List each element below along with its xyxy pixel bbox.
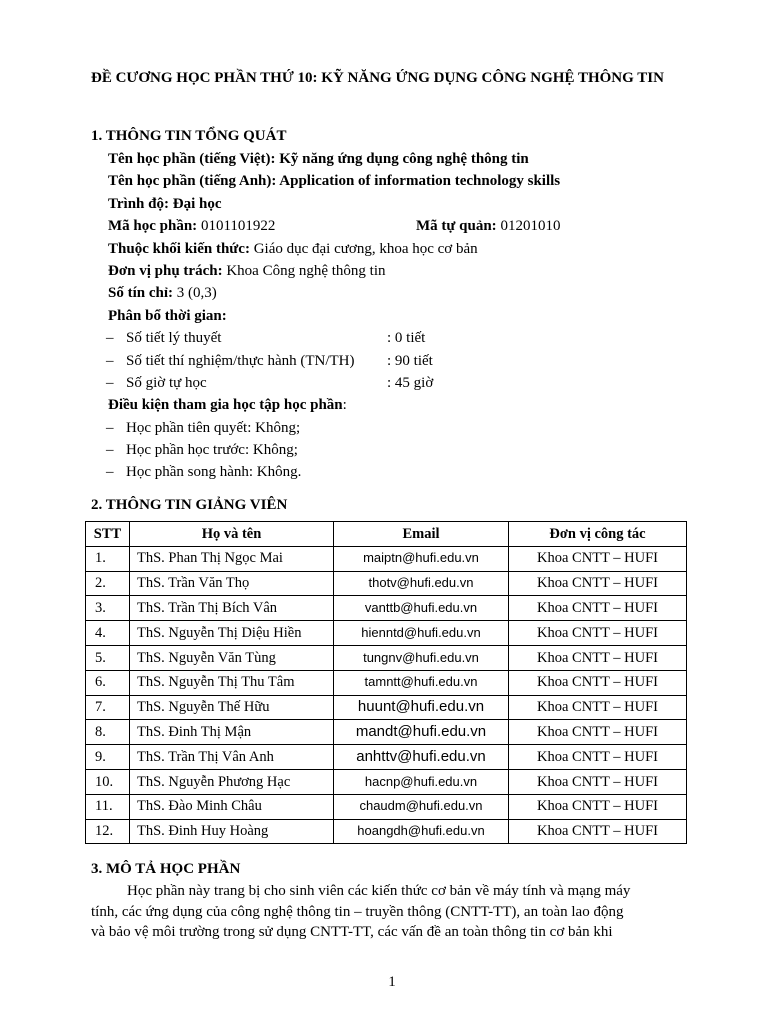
lecturer-unit: Khoa CNTT – HUFI bbox=[509, 546, 687, 571]
lecturer-email: hacnp@hufi.edu.vn bbox=[334, 769, 509, 794]
lecturer-email: chaudm@hufi.edu.vn bbox=[334, 794, 509, 819]
lecturer-email: thotv@hufi.edu.vn bbox=[334, 571, 509, 596]
time-item bbox=[108, 350, 708, 372]
lecturer-unit: Khoa CNTT – HUFI bbox=[509, 645, 687, 670]
lecturer-email: hienntd@hufi.edu.vn bbox=[334, 621, 509, 646]
credits-label: Số tín chỉ: bbox=[108, 285, 174, 302]
table-row bbox=[86, 571, 687, 596]
condition-text: Học phần tiên quyết: Không; bbox=[126, 419, 301, 436]
section-3-heading: 3. MÔ TẢ HỌC PHẦN bbox=[91, 861, 241, 877]
self-code bbox=[416, 215, 560, 237]
lecturer-name: ThS. Đào Minh Châu bbox=[130, 794, 334, 819]
dash-bullet: – bbox=[106, 374, 114, 391]
lecturer-email: hoangdh@hufi.edu.vn bbox=[334, 819, 509, 844]
row-stt: 2. bbox=[86, 571, 130, 596]
lecturer-name: ThS. Trần Văn Thọ bbox=[130, 571, 334, 596]
lecturer-name: ThS. Nguyễn Văn Tùng bbox=[130, 645, 334, 670]
time-item-value: : 90 tiết bbox=[387, 352, 433, 369]
course-code-line bbox=[108, 215, 708, 237]
table-header-row bbox=[86, 522, 687, 547]
course-name-en: Tên học phần (tiếng Anh): Application of information technology skills bbox=[108, 173, 561, 190]
time-item-value: : 0 tiết bbox=[387, 330, 426, 347]
conditions-heading-line bbox=[108, 394, 708, 416]
lecturer-unit: Khoa CNTT – HUFI bbox=[509, 794, 687, 819]
lecturer-name: ThS. Nguyễn Phương Hạc bbox=[130, 769, 334, 794]
dash-bullet: – bbox=[106, 442, 114, 459]
dash-bullet: – bbox=[106, 330, 114, 347]
course-code-value: 0101101922 bbox=[197, 218, 276, 235]
column-header-unit: Đơn vị công tác bbox=[509, 522, 687, 547]
lecturer-name: ThS. Nguyễn Thế Hữu bbox=[130, 695, 334, 720]
column-header-email: Email bbox=[334, 522, 509, 547]
row-stt: 8. bbox=[86, 720, 130, 745]
description-line: và bảo vệ môi trường trong sử dụng CNTT-TT, các vấn đề an toàn thông tin cơ bản khi bbox=[91, 924, 613, 940]
condition-item bbox=[108, 417, 708, 439]
column-header-name: Họ và tên bbox=[130, 522, 334, 547]
lecturer-table bbox=[85, 521, 687, 844]
lecturer-unit: Khoa CNTT – HUFI bbox=[509, 745, 687, 770]
knowledge-value: Giáo dục đại cương, khoa học cơ bản bbox=[249, 240, 478, 257]
responsible-unit-line bbox=[108, 260, 708, 282]
lecturer-unit: Khoa CNTT – HUFI bbox=[509, 695, 687, 720]
table-row bbox=[86, 596, 687, 621]
lecturer-email: tamntt@hufi.edu.vn bbox=[334, 670, 509, 695]
lecturer-email: anhttv@hufi.edu.vn bbox=[334, 745, 509, 770]
lecturer-email: mandt@hufi.edu.vn bbox=[334, 720, 509, 745]
section-1-heading: 1. THÔNG TIN TỔNG QUÁT bbox=[91, 128, 287, 144]
knowledge-label: Thuộc khối kiến thức: bbox=[108, 240, 250, 257]
time-item bbox=[108, 372, 708, 394]
self-code-label: Mã tự quản: bbox=[416, 218, 497, 235]
lecturer-unit: Khoa CNTT – HUFI bbox=[509, 621, 687, 646]
course-name-vi: Tên học phần (tiếng Việt): Kỹ năng ứng dụng công nghệ thông tin bbox=[108, 151, 529, 167]
dash-bullet: – bbox=[106, 419, 114, 436]
lecturer-name: ThS. Phan Thị Ngọc Mai bbox=[130, 546, 334, 571]
self-code-value: 01201010 bbox=[496, 218, 561, 235]
time-item-label: Số tiết thí nghiệm/thực hành (TN/TH) bbox=[126, 352, 355, 369]
dash-bullet: – bbox=[106, 464, 114, 481]
lecturer-name: ThS. Trần Thị Bích Vân bbox=[130, 596, 334, 621]
table-row bbox=[86, 621, 687, 646]
general-info-block bbox=[108, 148, 708, 484]
row-stt: 11. bbox=[86, 794, 130, 819]
lecturer-email: vanttb@hufi.edu.vn bbox=[334, 596, 509, 621]
lecturer-unit: Khoa CNTT – HUFI bbox=[509, 670, 687, 695]
row-stt: 9. bbox=[86, 745, 130, 770]
condition-item bbox=[108, 439, 708, 461]
dash-bullet: – bbox=[106, 352, 114, 369]
description-line: tính, các ứng dụng của công nghệ thông tin – truyền thông (CNTT-TT), an toàn lao động bbox=[91, 903, 624, 920]
time-item-label: Số tiết lý thuyết bbox=[126, 330, 222, 347]
unit-value: Khoa Công nghệ thông tin bbox=[222, 262, 386, 279]
time-allocation-heading: Phân bổ thời gian: bbox=[108, 307, 227, 324]
table-row bbox=[86, 745, 687, 770]
lecturer-unit: Khoa CNTT – HUFI bbox=[509, 571, 687, 596]
condition-text: Học phần song hành: Không. bbox=[126, 464, 302, 481]
knowledge-block-line bbox=[108, 238, 708, 260]
page-number: 1 bbox=[388, 974, 396, 990]
row-stt: 6. bbox=[86, 670, 130, 695]
row-stt: 5. bbox=[86, 645, 130, 670]
lecturer-unit: Khoa CNTT – HUFI bbox=[509, 720, 687, 745]
table-row bbox=[86, 695, 687, 720]
time-item bbox=[108, 327, 708, 349]
table-row bbox=[86, 670, 687, 695]
course-description bbox=[91, 881, 696, 943]
unit-label: Đơn vị phụ trách: bbox=[108, 262, 223, 279]
lecturer-unit: Khoa CNTT – HUFI bbox=[509, 769, 687, 794]
row-stt: 10. bbox=[86, 769, 130, 794]
lecturer-name: ThS. Nguyễn Thị Thu Tâm bbox=[130, 670, 334, 695]
conditions-colon: : bbox=[342, 397, 347, 414]
row-stt: 12. bbox=[86, 819, 130, 844]
credits-line bbox=[108, 282, 708, 304]
time-item-label: Số giờ tự học bbox=[126, 374, 207, 391]
table-row bbox=[86, 645, 687, 670]
lecturer-name: ThS. Đinh Huy Hoàng bbox=[130, 819, 334, 844]
row-stt: 1. bbox=[86, 546, 130, 571]
lecturer-name: ThS. Nguyễn Thị Diệu Hiền bbox=[130, 621, 334, 646]
conditions-heading: Điều kiện tham gia học tập học phần bbox=[108, 397, 343, 414]
description-line: Học phần này trang bị cho sinh viên các kiến thức cơ bản về máy tính và mạng máy bbox=[127, 883, 631, 899]
table-row bbox=[86, 546, 687, 571]
lecturer-unit: Khoa CNTT – HUFI bbox=[509, 819, 687, 844]
table-row bbox=[86, 819, 687, 844]
condition-text: Học phần học trước: Không; bbox=[126, 442, 298, 459]
lecturer-email: huunt@hufi.edu.vn bbox=[334, 695, 509, 720]
lecturer-name: ThS. Đinh Thị Mận bbox=[130, 720, 334, 745]
lecturer-name: ThS. Trần Thị Vân Anh bbox=[130, 745, 334, 770]
row-stt: 3. bbox=[86, 596, 130, 621]
document-title: ĐỀ CƯƠNG HỌC PHẦN THỨ 10: KỸ NĂNG ỨNG DỤNG CÔNG NGHỆ THÔNG TIN bbox=[91, 70, 664, 86]
time-item-value: : 45 giờ bbox=[387, 374, 434, 391]
course-level: Trình độ: Đại học bbox=[108, 195, 222, 212]
table-row bbox=[86, 794, 687, 819]
credits-value: 3 (0,3) bbox=[173, 285, 217, 302]
lecturer-unit: Khoa CNTT – HUFI bbox=[509, 596, 687, 621]
table-row bbox=[86, 769, 687, 794]
section-2-heading: 2. THÔNG TIN GIẢNG VIÊN bbox=[91, 497, 288, 513]
table-row bbox=[86, 720, 687, 745]
condition-item bbox=[108, 461, 708, 483]
lecturer-email: tungnv@hufi.edu.vn bbox=[334, 645, 509, 670]
row-stt: 4. bbox=[86, 621, 130, 646]
lecturer-email: maiptn@hufi.edu.vn bbox=[334, 546, 509, 571]
row-stt: 7. bbox=[86, 695, 130, 720]
column-header-stt: STT bbox=[86, 522, 130, 547]
course-code-label: Mã học phần: bbox=[108, 218, 198, 235]
